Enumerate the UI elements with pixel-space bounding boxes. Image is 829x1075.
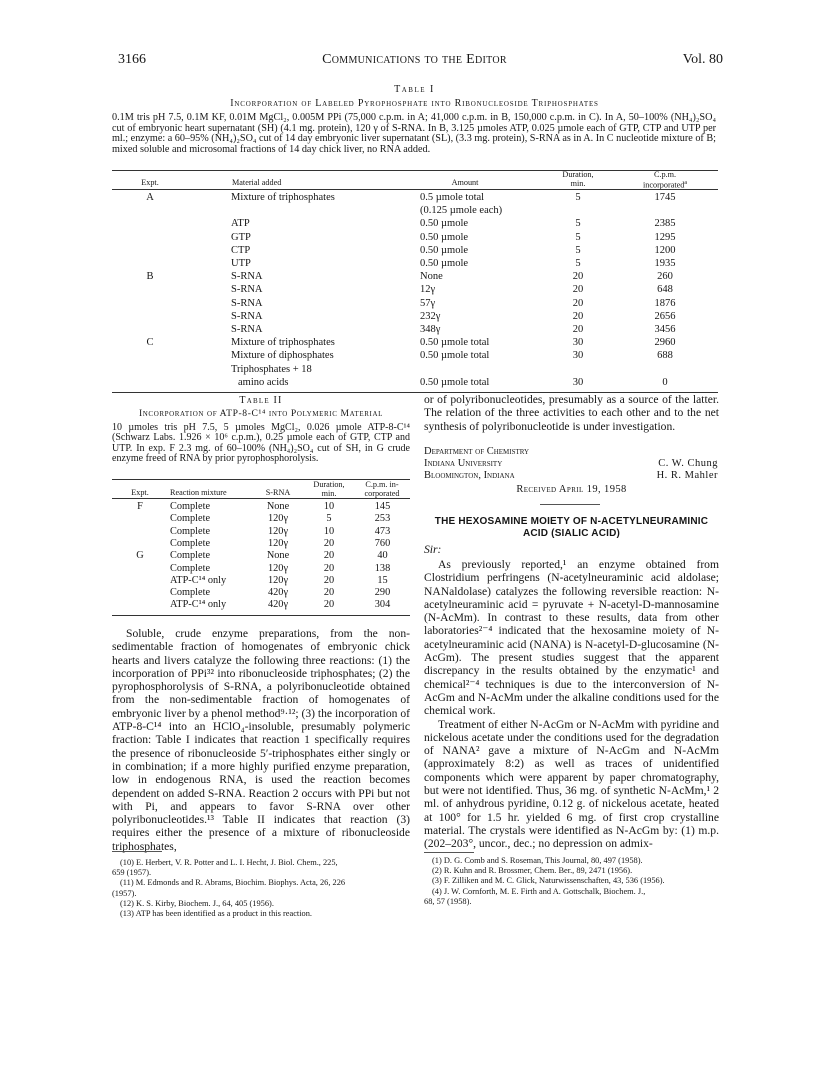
table1-cell-duration: 5 — [575, 192, 581, 203]
table1-header-duration-line1: Duration, — [562, 170, 594, 179]
table1-row — [0, 218, 829, 231]
table2-cell-srna: None — [266, 501, 290, 512]
table1-cell-amount: 12γ — [420, 284, 436, 296]
table2-header-mixture: Reaction mixture — [170, 488, 227, 497]
article2-title: THE HEXOSAMINE MOIETY OF N-ACETYLNEURAMINIC ACID (SIALIC ACID) — [434, 516, 709, 539]
table1-row — [0, 324, 829, 337]
table2-cell-duration: 20 — [323, 574, 335, 586]
ref-1: (1) D. G. Comb and S. Roseman, This Journal, 80, 497 (1958). — [432, 856, 643, 865]
table1-title: Incorporation of Labeled Pyrophosphate into Ribonucleoside Triphosphates — [230, 98, 599, 109]
table1-cell-cpm: 260 — [657, 271, 673, 283]
table2-header-cpm-line1: C.p.m. in- — [365, 480, 399, 489]
table1-cell-amount: 0.5 µmole total — [420, 192, 485, 203]
table1-cell-amount: 0.50 µmole — [420, 244, 469, 256]
table2-cell-duration: 10 — [323, 525, 335, 537]
table2-cell-expt: F — [137, 501, 143, 512]
right-footnote-rule — [424, 852, 474, 853]
table2-label: Table II — [239, 395, 283, 406]
table2-header-duration — [306, 480, 352, 498]
author-block — [560, 458, 718, 482]
table1-cell-material: Mixture of triphosphates — [231, 337, 335, 349]
table2-cell-srna: 120γ — [268, 513, 288, 525]
table2-header-cpm — [353, 480, 411, 498]
table2-cell-duration: 10 — [323, 501, 335, 512]
table2-cell-duration: 5 — [326, 513, 332, 525]
table1-cell-cpm: 2656 — [654, 310, 676, 322]
article2-paragraph-1: As previously reported,¹ an enzyme obtained from Clostridium perfringens (N-acetylneuraminic acid aldolase; NANaldolase) catalyzes the following reversible reaction: N-acetylneuraminic acid = pyruvate + N-acetyl-D-mannosamine (N-AcMm). In contrast to these results, data from other laboratories²⁻⁴ indicated that the hexosamine moiety of N-acetylneuraminic acid (NANA) is N-acetyl-D-glucosamine (N-AcGm). The present studies suggest that the apparent discrepancy in the results obtained by the enzymatic¹ and chemical²⁻⁴ techniques is due to the interconversion of N-AcGm and N-AcMm under the alkaline conditions used for the chemical work. — [424, 558, 719, 718]
right-top-text — [424, 393, 719, 433]
table1-row — [0, 271, 829, 284]
table1-row — [0, 258, 829, 271]
table1-header-rule — [112, 189, 718, 190]
table2-cell-srna: 120γ — [268, 525, 288, 537]
table1-cell-cpm: 3456 — [654, 324, 676, 335]
author-chung: C. W. Chung — [658, 458, 718, 469]
table2-cell-mixture: Complete — [170, 513, 211, 525]
table2-cell-srna: 120γ — [268, 574, 288, 586]
table2-cell-mixture: Complete — [170, 501, 211, 512]
table1-row — [0, 192, 829, 205]
table2-legend: 10 µmoles tris pH 7.5, 5 µmoles MgCl₂, 0.026 µmole ATP-8-C¹⁴ (Schwarz Labs. 1.926 × 10⁶ c.p.m.), 0.25 µmole each of GTP, CTP and UTP. In exp. F 2.3 mg. of 60–100% (NH₄)₂SO₄ cut of SH, in G crude enzyme freed of RNA by prior pyrophosphorolysis. — [112, 422, 410, 464]
footnote-10: (10) E. Herbert, V. R. Potter and L. I. Hecht, J. Biol. Chem., 225, — [120, 858, 338, 867]
table1-cell-material: Mixture of triphosphates — [231, 192, 335, 203]
table1-cell-amount: 0.50 µmole — [420, 258, 469, 269]
table2-cell-mixture: Complete — [170, 562, 211, 574]
table1-cell-amount: None — [420, 271, 443, 283]
table2-cell-duration: 20 — [323, 599, 335, 611]
table2-cell-cpm: 40 — [377, 550, 388, 562]
article2-body — [424, 558, 719, 851]
table2-cell-cpm: 15 — [377, 574, 388, 586]
affiliation-department: Department of Chemistry — [424, 446, 530, 457]
right-continuation-paragraph: or of polyribonucleotides, presumably as a source of the latter. The relation of the three activities to each other and to the net synthesis of polyribonucleotide is under investigation. — [424, 393, 719, 433]
table2-cell-cpm: 304 — [374, 599, 391, 611]
right-footnotes — [424, 856, 724, 907]
table1-cell-duration: 30 — [572, 376, 584, 388]
table2-cell-cpm: 760 — [374, 537, 391, 549]
article-separator — [540, 504, 600, 505]
table2-cell-mixture: ATP-C¹⁴ only — [170, 574, 227, 586]
table1-row — [0, 364, 829, 377]
footnote-10-cont: 659 (1957). — [112, 868, 152, 878]
salutation: Sir: — [424, 543, 442, 556]
table1-cell-duration: 30 — [572, 350, 584, 362]
table2-header-rule — [112, 498, 410, 499]
table1-cell-material: CTP — [231, 244, 251, 256]
table1-cell-material: S-RNA — [231, 297, 263, 309]
table2-cell-srna: 120γ — [268, 562, 288, 574]
author-mahler: H. R. Mahler — [656, 470, 718, 481]
table1-row — [0, 298, 829, 311]
table2-cell-cpm: 473 — [374, 525, 391, 537]
footnote-11-cont: (1957). — [112, 888, 137, 898]
table1-cell-duration: 5 — [575, 218, 581, 230]
table1-cell-material: GTP — [231, 231, 251, 243]
left-footnotes — [112, 858, 412, 919]
table1-row — [0, 284, 829, 297]
table2-cell-duration: 20 — [323, 537, 335, 549]
table2-cell-srna: None — [266, 550, 290, 562]
table1-header-material: Material added — [232, 178, 282, 187]
ref-2: (2) R. Kuhn and R. Brossmer, Chem. Ber., 89, 2471 (1956). — [432, 866, 633, 876]
table1-row — [0, 205, 829, 218]
table1-cell-amount: 0.50 µmole — [420, 218, 469, 230]
table1-cell-cpm: 1876 — [654, 297, 676, 309]
ref-3: (3) F. Zilliken and M. C. Glick, Naturwissenschaften, 43, 536 (1956). — [432, 876, 665, 886]
table1-cell-duration: 20 — [572, 310, 584, 322]
table1-cell-duration: 5 — [575, 231, 581, 243]
table1-cell-cpm: 1200 — [654, 244, 676, 256]
table1-cell-expt: B — [146, 271, 154, 283]
table1-cell-amount: 0.50 µmole total — [420, 337, 490, 349]
table1-cell-duration: 20 — [572, 271, 584, 283]
table2-cell-mixture: Complete — [170, 550, 211, 562]
table1-cell-duration: 20 — [572, 284, 584, 296]
table1-cell-cpm: 2960 — [654, 337, 676, 349]
table2-bottom-rule — [112, 615, 410, 616]
table1-cell-material: ATP — [231, 218, 250, 230]
table1-cell-amount: 0.50 µmole — [420, 231, 469, 243]
page-number: 3166 — [118, 52, 146, 67]
table2-cell-duration: 20 — [323, 562, 335, 574]
table1-cell-material: Triphosphates + 18 — [231, 363, 312, 375]
table1-label: Table I — [394, 84, 435, 95]
table1-cell-expt: C — [146, 337, 154, 349]
table2-title: Incorporation of ATP-8-C¹⁴ into Polymeric Material — [138, 408, 383, 419]
table2-header-duration-line2: min. — [321, 489, 337, 498]
table1-header-amount: Amount — [451, 178, 479, 187]
table2-cell-cpm: 290 — [374, 587, 391, 599]
table2-cell-cpm: 145 — [374, 501, 391, 512]
running-title: Communications to the Editor — [322, 52, 507, 67]
article2-paragraph-2: Treatment of either N-AcGm or N-AcMm with pyridine and nickelous acetate under the conditions used for the degradation of NANA² gave a mixture of N-AcGm and N-AcMm (approximately 8:2) as well as traces of unidentified components which were apparent by paper chromatography, but were not identified. Thus, 36 mg. of synthetic N-AcMm,¹ 2 ml. of anhydrous pyridine, 0.12 g. of nickelous acetate, heated at 100° for 1.5 hr. yielded 6 mg. of first crop crystalline material. The crystals were identified as N-AcGm by: (1) m.p. (202–203°, uncor., dec.; no depression on admix- — [424, 717, 719, 851]
table2-cell-srna: 420γ — [268, 587, 288, 599]
table1-header-expt: Expt. — [141, 178, 159, 187]
volume-label: Vol. 80 — [682, 52, 723, 67]
table1-cell-amount: (0.125 µmole each) — [420, 205, 503, 217]
table2-header-srna: S-RNA — [265, 488, 291, 497]
table1-header-cpm — [625, 170, 705, 190]
ref-4: (4) J. W. Cornforth, M. E. Firth and A. Gottschalk, Biochem. J., — [432, 886, 646, 896]
table2-cell-mixture: Complete — [170, 525, 211, 537]
table2-cell-mixture: Complete — [170, 587, 211, 599]
left-body-paragraph: Soluble, crude enzyme preparations, from the non-sedimentable fraction of homogenates of embryonic chick hearts and livers catalyze the following three reactions: (1) the incorporation of PPi³² into ribonucleoside triphosphates; (2) the pyrophosphorolysis of S-RNA, a polyribonucleotide obtained from the non-sedimentable fraction of homogenates of embryonic liver by a phenol method⁹·¹²; (3) the incorporation of ATP-8-C¹⁴ into an HClO₄-insoluble, presumably polymeric fraction: Table I indicates that reaction 1 specifically requires the presence of ribonucleoside 5′-triphosphates either singly or in combination; if a more highly purified enzyme preparation, low in endogenous RNA, is used the reaction becomes dependent on added S-RNA. Reaction 2 occurs with PPi but not with Pi, and appears to favor S-RNA over other polyribonucleotides.¹³ Table II indicates that reaction (3) requires either the presence of a mixture of ribonucleoside triphosphates, — [112, 627, 410, 853]
table2-row — [0, 501, 829, 513]
table1-cell-cpm: 1935 — [654, 258, 676, 269]
table1-cell-cpm: 648 — [657, 284, 673, 296]
table1-header-duration-line2: min. — [570, 179, 586, 188]
table2-cell-cpm: 138 — [374, 562, 391, 574]
table2-header-expt: Expt. — [131, 488, 149, 497]
table1-cell-amount: 0.50 µmole total — [420, 350, 490, 362]
table2-cell-duration: 20 — [323, 550, 335, 562]
table1-row — [0, 350, 829, 363]
table1-cell-amount: 348γ — [420, 324, 441, 335]
left-body-text — [112, 627, 410, 853]
table1-cell-cpm: 688 — [657, 350, 673, 362]
table2-cell-srna: 420γ — [268, 599, 288, 611]
table2-cell-cpm: 253 — [374, 513, 391, 525]
footnote-13: (13) ATP has been identified as a product in this reaction. — [120, 909, 313, 919]
table1-cell-material: S-RNA — [231, 310, 263, 322]
table1-cell-material: S-RNA — [231, 324, 263, 335]
table1-cell-amount: 232γ — [420, 310, 441, 322]
received-date: Received April 19, 1958 — [516, 484, 627, 495]
affiliation-block — [424, 446, 529, 482]
table1-cell-duration: 30 — [572, 337, 584, 349]
table2-cell-duration: 20 — [323, 587, 335, 599]
affiliation-university: Indiana University — [424, 458, 503, 469]
table2-cell-mixture: Complete — [170, 537, 211, 549]
table1-cell-expt: A — [146, 192, 154, 203]
table1-cell-duration: 5 — [575, 244, 581, 256]
table2-cell-mixture: ATP-C¹⁴ only — [170, 599, 227, 611]
table1-row — [0, 377, 829, 390]
table1-cell-cpm: 1295 — [654, 231, 676, 243]
table1-row — [0, 232, 829, 245]
table2-header-cpm-line2: corporated — [364, 489, 400, 498]
footnote-11: (11) M. Edmonds and R. Abrams, Biochim. Biophys. Acta, 26, 226 — [120, 878, 346, 888]
affiliation-city: Bloomington, Indiana — [424, 470, 515, 481]
table1-cell-material: S-RNA — [231, 284, 263, 296]
table2-cell-srna: 120γ — [268, 537, 288, 549]
ref-4-cont: 68, 57 (1958). — [424, 896, 472, 906]
table1-cell-duration: 20 — [572, 297, 584, 309]
table2-header-duration-line1: Duration, — [313, 480, 345, 489]
footnote-12: (12) K. S. Kirby, Biochem. J., 64, 405 (1956). — [120, 898, 274, 908]
left-footnote-rule — [112, 851, 162, 852]
table1-cell-amount: 57γ — [420, 297, 436, 309]
table1-cell-amount: 0.50 µmole total — [420, 376, 490, 388]
table1-header-cpm-line1: C.p.m. — [653, 170, 677, 179]
table1-cell-cpm: 1745 — [654, 192, 676, 203]
table1-cell-material: amino acids — [238, 376, 289, 388]
table1-row — [0, 311, 829, 324]
table1-row — [0, 337, 829, 350]
table1-cell-duration: 5 — [575, 258, 581, 269]
table1-legend: 0.1M tris pH 7.5, 0.1M KF, 0.01M MgCl₂, 0.005M PPi (75,000 c.p.m. in A; 41,000 c.p.m. in B, 150,000 c.p.m. in C). In A, 50–100% (NH₄)₂SO₄ cut of embryonic heart supernatant (SH) (4.1 mg. protein), 120 γ of S-RNA. In B, 3.125 µmoles ATP, 0.025 µmole each of GTP, CTP and UTP per ml.; enzyme: a 60–95% (NH₄)₂SO₄ cut of 14 day embryonic liver supernatant (SL), (3.3 mg. protein), S-RNA as in A. In C nucleotide mixture of B; mixed soluble and microsomal fractions of 14 day chick liver, no RNA added. — [112, 112, 716, 155]
table1-header-cpm-line2-text: incorporated — [642, 180, 685, 190]
table1-cell-material: UTP — [231, 258, 251, 269]
table1-cell-cpm: 2385 — [654, 218, 676, 230]
table1-header-cpm-footnote: a — [684, 180, 688, 186]
table2-cell-expt: G — [136, 550, 144, 562]
table1-cell-material: Mixture of diphosphates — [231, 350, 334, 362]
table1-row — [0, 245, 829, 258]
table1-cell-duration: 20 — [572, 324, 584, 335]
table1-header-duration — [553, 170, 603, 188]
table1-cell-cpm: 0 — [662, 376, 668, 388]
table1-cell-material: S-RNA — [231, 271, 263, 283]
